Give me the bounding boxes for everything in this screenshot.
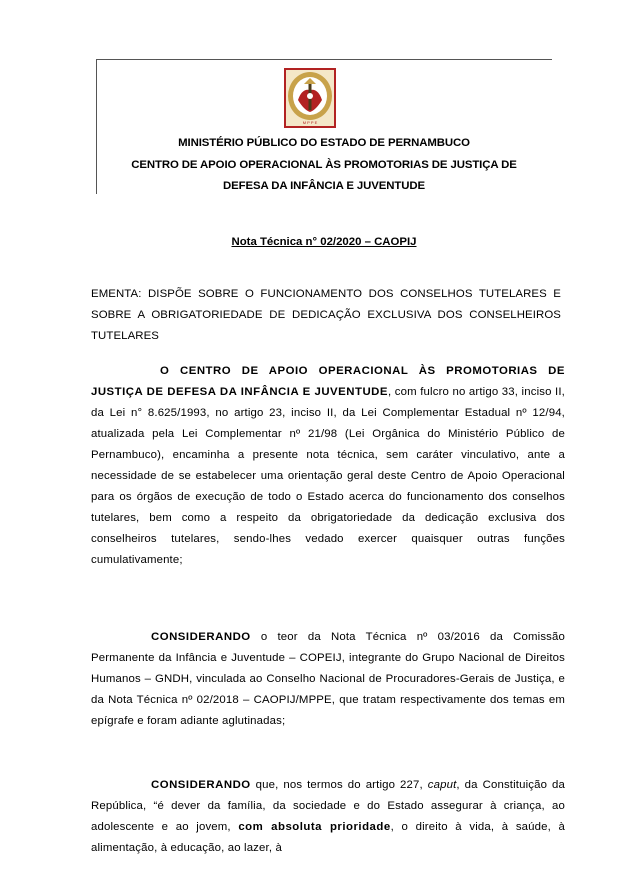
paragraph-considerando-2 — [91, 775, 565, 859]
considerando-text: o teor da Nota Técnica nº 03/2016 da Comissão Permanente da Infância e Juventude – COPEIJ, integrante do Grupo Nacional de Direitos Humanos – GNDH, vinculada ao Conselho Nacional de Procuradores-Gerais de Justiça, e da Nota Técnica nº 02/2018 – CAOPIJ/MPPE, que tratam respectivamente dos temas em epígrafe e foram adiante aglutinadas; — [91, 631, 565, 727]
paragraph-considerando-1 — [91, 627, 565, 732]
paragraph-preamble — [91, 361, 565, 571]
header-center-name-cont: DEFESA DA INFÂNCIA E JUVENTUDE — [222, 180, 426, 192]
considerando-text-a: que, nos termos do artigo 227, — [250, 779, 428, 791]
considerando-text-c: , o direito à vida, à saúde, à alimentação, à educação, ao lazer, à — [91, 821, 565, 854]
considerando-italic: caput — [427, 779, 457, 791]
preamble-text: , com fulcro no artigo 33, inciso II, da Lei n° 8.625/1993, no artigo 23, inciso II, da Lei Complementar Estadual nº 12/94, atualizada pela Lei Complementar nº 21/98 (Lei Orgânica do Ministério Público de Pernambuco), encaminha a presente nota técnica, sem caráter vinculativo, ante a necessidade de se estabelecer uma orientação geral deste Centro de Apoio Operacional para os órgãos de execução de todo o Estado acerca do funcionamento dos conselhos tutelares, bem como a respeito da obrigatoriedade da dedicação exclusiva dos conselheiros tutelares, sendo-lhes vedado exercer quaisquer outras funções cumulativamente; — [91, 386, 565, 566]
mppe-seal-logo — [284, 68, 336, 128]
ementa-text: EMENTA: DISPÕE SOBRE O FUNCIONAMENTO DOS CONSELHOS TUTELARES E SOBRE A OBRIGATORIEDADE DE DEDICAÇÃO EXCLUSIVA DOS CONSELHEIROS TUTELARES — [91, 288, 561, 342]
document-title: Nota Técnica n° 02/2020 – CAOPIJ — [231, 236, 417, 248]
preamble-bold-lead: O CENTRO DE APOIO OPERACIONAL ÀS PROMOTORIAS DE JUSTIÇA DE DEFESA DA INFÂNCIA E JUVENTUDE — [91, 365, 565, 398]
considerando-text-b: , da Constituição da República, “é dever da família, da sociedade e do Estado assegurar à criança, ao adolescente e ao jovem, — [91, 779, 565, 833]
header-center-name: CENTRO DE APOIO OPERACIONAL ÀS PROMOTORIAS DE JUSTIÇA DE — [131, 159, 517, 171]
considerando-bold-emphasis: com absoluta prioridade — [238, 821, 391, 833]
considerando-label: CONSIDERANDO — [151, 779, 251, 791]
considerando-label: CONSIDERANDO — [151, 631, 251, 643]
svg-text:M P P E: M P P E — [302, 120, 318, 125]
header-ministry-name: MINISTÉRIO PÚBLICO DO ESTADO DE PERNAMBUCO — [178, 137, 470, 149]
header-top-rule — [96, 59, 552, 60]
header-left-rule — [96, 59, 97, 194]
